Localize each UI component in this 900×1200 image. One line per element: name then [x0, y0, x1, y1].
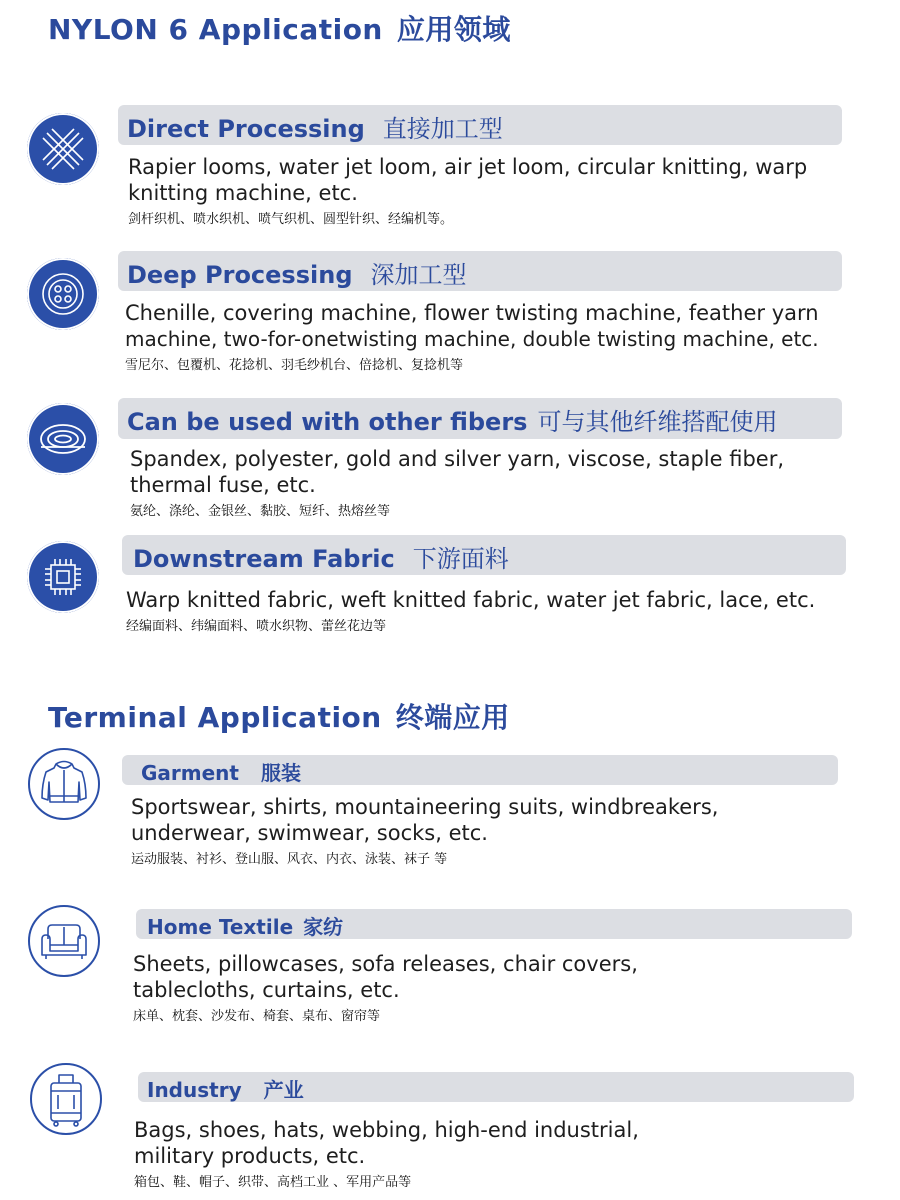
- industry-title-zh: 产业: [263, 1078, 304, 1102]
- direct-processing-desc-zh: 剑杆织机、喷水织机、喷气织机、圆型针织、经编机等。: [128, 212, 454, 227]
- home-textile-desc-line-1: Sheets, pillowcases, sofa releases, chair covers,: [133, 952, 638, 976]
- nylon-title-en: NYLON 6 Application: [48, 13, 383, 46]
- chip-icon: [27, 541, 99, 613]
- direct-processing-title-zh: 直接加工型: [382, 115, 503, 143]
- other-fibers-title-en: Can be used with other fibers: [127, 408, 528, 436]
- home-textile-desc-zh: 床单、枕套、沙发布、椅套、桌布、窗帘等: [133, 1009, 381, 1024]
- downstream-fabric-desc-zh: 经编面料、纬编面料、喷水织物、蕾丝花边等: [126, 619, 387, 634]
- other-fibers-desc-zh: 氨纶、涤纶、金银丝、黏胶、短纤、热熔丝等: [130, 504, 391, 519]
- downstream-fabric-title-en: Downstream Fabric: [133, 545, 395, 573]
- sofa-icon: [28, 905, 100, 977]
- terminal-section-title: [48, 696, 510, 736]
- industry-header: [138, 1072, 854, 1102]
- other-fibers-title-zh: 可与其他纤维搭配使用: [537, 408, 778, 436]
- nylon-title-zh: 应用领域: [396, 13, 511, 46]
- home-textile-desc-line-2: tablecloths, curtains, etc.: [133, 978, 400, 1002]
- home-textile-header: [136, 909, 852, 939]
- industry-desc-line-2: military products, etc.: [134, 1144, 366, 1168]
- deep-processing-desc-zh: 雪尼尔、包覆机、花捻机、羽毛纱机台、倍捻机、复捻机等: [125, 358, 464, 373]
- other-fibers-desc-line-2: thermal fuse, etc.: [130, 473, 316, 497]
- terminal-title-zh: 终端应用: [395, 701, 510, 734]
- garment-desc-line-1: Sportswear, shirts, mountaineering suits, windbreakers,: [131, 795, 719, 819]
- deep-processing-header: [118, 251, 842, 291]
- luggage-icon: [30, 1063, 102, 1135]
- downstream-fabric-desc-line-1: Warp knitted fabric, weft knitted fabric, water jet fabric, lace, etc.: [126, 588, 816, 612]
- other-fibers-desc-line-1: Spandex, polyester, gold and silver yarn, viscose, staple fiber,: [130, 447, 785, 471]
- industry-desc-zh: 箱包、鞋、帽子、织带、高档工业 、军用产品等: [134, 1175, 412, 1190]
- nylon-section-title: [48, 8, 511, 48]
- downstream-fabric-title-zh: 下游面料: [412, 545, 509, 573]
- garment-title-en: Garment: [141, 761, 239, 785]
- button-icon: [27, 258, 99, 330]
- other-fibers-header: [118, 398, 842, 439]
- direct-processing-header: [118, 105, 842, 145]
- industry-title-en: Industry: [147, 1078, 242, 1102]
- home-textile-title-en: Home Textile: [147, 915, 294, 939]
- home-textile-title-zh: 家纺: [303, 915, 344, 939]
- fabric-roll-icon: [27, 403, 99, 475]
- cross-threads-icon: [27, 113, 99, 185]
- garment-desc-line-2: underwear, swimwear, socks, etc.: [131, 821, 488, 845]
- deep-processing-title-en: Deep Processing: [127, 261, 353, 289]
- deep-processing-title-zh: 深加工型: [370, 261, 467, 289]
- direct-processing-desc-line-1: Rapier looms, water jet loom, air jet loom, circular knitting, warp: [128, 155, 808, 179]
- garment-desc-zh: 运动服装、衬衫、登山服、风衣、内衣、泳装、袜子 等: [131, 852, 448, 867]
- jacket-icon: [28, 748, 100, 820]
- downstream-fabric-header: [122, 535, 846, 575]
- deep-processing-desc-line-1: Chenille, covering machine, flower twisting machine, feather yarn: [125, 301, 819, 325]
- direct-processing-desc-line-2: knitting machine, etc.: [128, 181, 358, 205]
- direct-processing-title-en: Direct Processing: [127, 115, 365, 143]
- industry-desc-line-1: Bags, shoes, hats, webbing, high-end industrial,: [134, 1118, 639, 1142]
- garment-title-zh: 服装: [260, 761, 301, 785]
- garment-header: [122, 755, 838, 785]
- terminal-title-en: Terminal Application: [48, 701, 382, 734]
- deep-processing-desc-line-2: machine, two-for-onetwisting machine, double twisting machine, etc.: [125, 327, 819, 351]
